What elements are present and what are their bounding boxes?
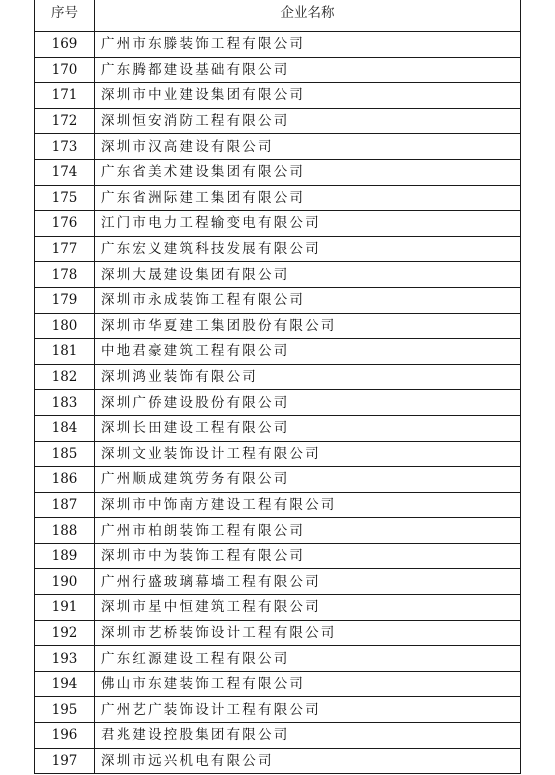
row-serial-number: 190 [35, 569, 95, 595]
table-row [35, 211, 521, 237]
row-company-name: 广州市柏朗装饰工程有限公司 [95, 518, 521, 544]
row-serial-number: 182 [35, 364, 95, 390]
row-company-name: 深圳长田建设工程有限公司 [95, 415, 521, 441]
row-company-name: 广州市东滕装饰工程有限公司 [95, 32, 521, 58]
row-serial-number: 171 [35, 83, 95, 109]
row-company-name: 广东腾都建设基础有限公司 [95, 57, 521, 83]
row-company-name: 深圳市中为装饰工程有限公司 [95, 543, 521, 569]
row-serial-number: 189 [35, 543, 95, 569]
row-serial-number: 174 [35, 159, 95, 185]
table-row [35, 83, 521, 109]
row-company-name: 中地君豪建筑工程有限公司 [95, 339, 521, 365]
table-row [35, 415, 521, 441]
table-row [35, 671, 521, 697]
row-company-name: 深圳市汉高建设有限公司 [95, 134, 521, 160]
row-serial-number: 180 [35, 313, 95, 339]
table-row [35, 287, 521, 313]
row-serial-number: 194 [35, 671, 95, 697]
row-serial-number: 185 [35, 441, 95, 467]
row-company-name: 深圳文业装饰设计工程有限公司 [95, 441, 521, 467]
row-serial-number: 173 [35, 134, 95, 160]
table-row [35, 467, 521, 493]
table-row [35, 159, 521, 185]
row-company-name: 深圳恒安消防工程有限公司 [95, 108, 521, 134]
table-body [35, 32, 521, 774]
table-row [35, 595, 521, 621]
row-serial-number: 187 [35, 492, 95, 518]
table-row [35, 620, 521, 646]
table-row [35, 492, 521, 518]
table-row [35, 57, 521, 83]
row-serial-number: 184 [35, 415, 95, 441]
row-company-name: 广州顺成建筑劳务有限公司 [95, 467, 521, 493]
table-row [35, 32, 521, 58]
company-table [34, 0, 521, 774]
row-serial-number: 188 [35, 518, 95, 544]
table-row [35, 569, 521, 595]
row-company-name: 深圳鸿业装饰有限公司 [95, 364, 521, 390]
row-company-name: 深圳市中业建设集团有限公司 [95, 83, 521, 109]
row-serial-number: 191 [35, 595, 95, 621]
row-company-name: 广东省美术建设集团有限公司 [95, 159, 521, 185]
table-row [35, 646, 521, 672]
row-company-name: 深圳广侨建设股份有限公司 [95, 390, 521, 416]
row-serial-number: 195 [35, 697, 95, 723]
row-serial-number: 176 [35, 211, 95, 237]
table-row [35, 697, 521, 723]
row-company-name: 深圳市星中恒建筑工程有限公司 [95, 595, 521, 621]
row-serial-number: 192 [35, 620, 95, 646]
row-company-name: 深圳市艺桥装饰设计工程有限公司 [95, 620, 521, 646]
row-company-name: 广东红源建设工程有限公司 [95, 646, 521, 672]
row-company-name: 深圳市华夏建工集团股份有限公司 [95, 313, 521, 339]
row-serial-number: 179 [35, 287, 95, 313]
row-serial-number: 172 [35, 108, 95, 134]
row-company-name: 深圳市中饰南方建设工程有限公司 [95, 492, 521, 518]
table-row [35, 748, 521, 774]
row-company-name: 广东宏义建筑科技发展有限公司 [95, 236, 521, 262]
row-serial-number: 186 [35, 467, 95, 493]
table-row [35, 134, 521, 160]
table-row [35, 518, 521, 544]
row-company-name: 广东省洲际建工集团有限公司 [95, 185, 521, 211]
row-serial-number: 177 [35, 236, 95, 262]
row-company-name: 广州艺广装饰设计工程有限公司 [95, 697, 521, 723]
table-row [35, 441, 521, 467]
header-company-name: 企业名称 [95, 0, 521, 32]
table-row [35, 364, 521, 390]
row-serial-number: 169 [35, 32, 95, 58]
row-serial-number: 183 [35, 390, 95, 416]
table-row [35, 543, 521, 569]
header-serial-number: 序号 [35, 0, 95, 32]
table-row [35, 723, 521, 749]
table-row [35, 390, 521, 416]
table-row [35, 262, 521, 288]
table-row [35, 236, 521, 262]
row-serial-number: 170 [35, 57, 95, 83]
table-row [35, 108, 521, 134]
row-company-name: 佛山市东建装饰工程有限公司 [95, 671, 521, 697]
row-serial-number: 175 [35, 185, 95, 211]
document-page [34, 0, 520, 774]
header-row [35, 0, 521, 32]
row-serial-number: 181 [35, 339, 95, 365]
row-company-name: 广州行盛玻璃幕墙工程有限公司 [95, 569, 521, 595]
table-row [35, 339, 521, 365]
row-serial-number: 178 [35, 262, 95, 288]
row-company-name: 江门市电力工程输变电有限公司 [95, 211, 521, 237]
row-serial-number: 197 [35, 748, 95, 774]
row-company-name: 深圳市永成装饰工程有限公司 [95, 287, 521, 313]
row-company-name: 深圳大晟建设集团有限公司 [95, 262, 521, 288]
row-company-name: 君兆建设控股集团有限公司 [95, 723, 521, 749]
table-row [35, 185, 521, 211]
row-serial-number: 193 [35, 646, 95, 672]
table-row [35, 313, 521, 339]
row-company-name: 深圳市远兴机电有限公司 [95, 748, 521, 774]
row-serial-number: 196 [35, 723, 95, 749]
